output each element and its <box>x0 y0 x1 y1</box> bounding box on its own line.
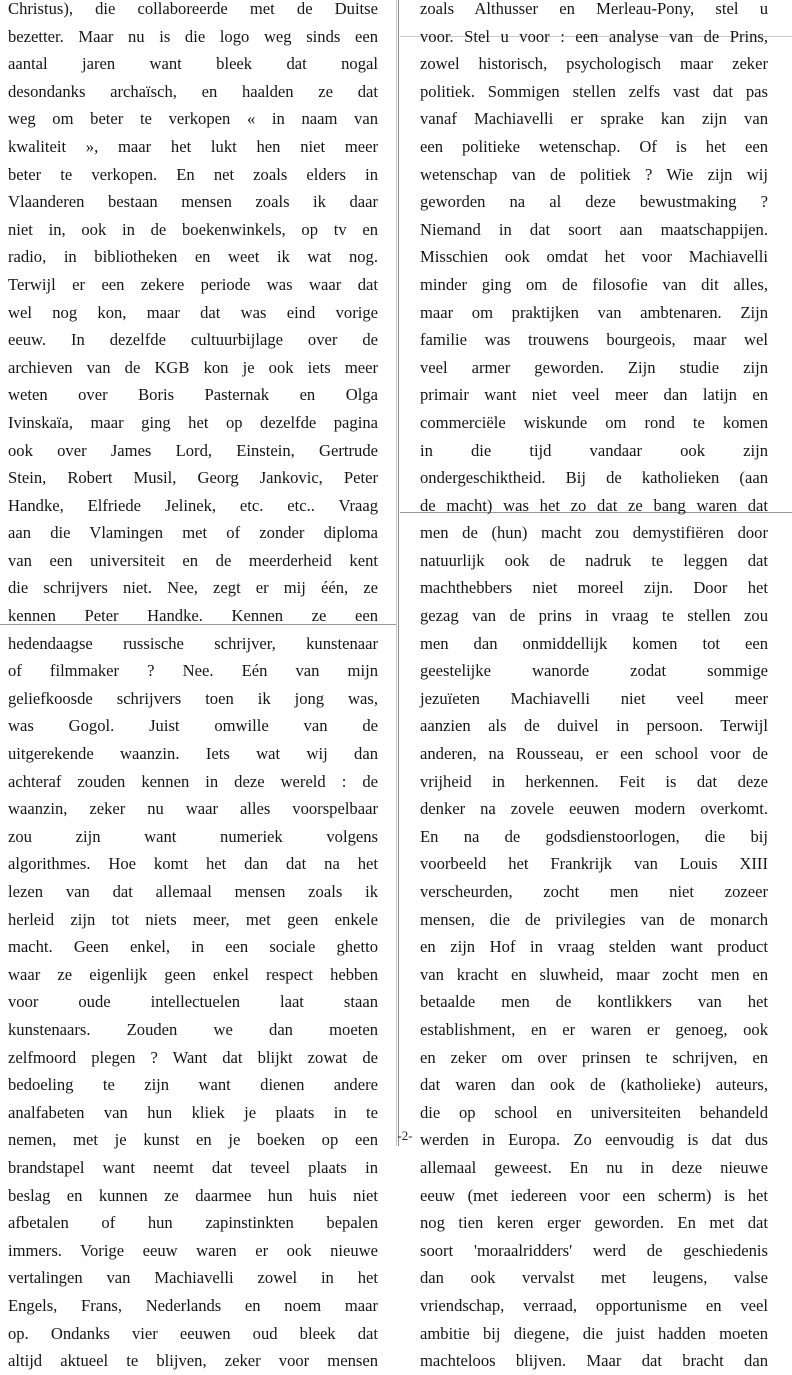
text-line: algorithmes. Hoe komt het dan dat na het <box>8 854 378 874</box>
text-line: kennen Peter Handke. Kennen ze een <box>8 606 378 626</box>
text-line: natuurlijk ook de nadruk te leggen dat <box>420 550 768 570</box>
text-line: bezetter. Maar nu is die logo weg sinds een <box>8 26 378 46</box>
text-line: vriendschap, verraad, opportunisme en veel <box>420 1295 768 1315</box>
text-line: waar ze eigenlijk geen enkel respect hebben <box>8 964 378 984</box>
text-line: macht. Geen enkel, in een sociale ghetto <box>8 937 378 957</box>
text-line: maar om praktijken van ambtenaren. Zijn <box>420 302 768 322</box>
text-line: uitgerekende waanzin. Iets wat wij dan <box>8 744 378 764</box>
text-line: geworden na al deze bewustmaking ? <box>420 192 768 212</box>
text-line: die schrijvers niet. Nee, zegt er mij één, ze <box>8 578 378 598</box>
text-line: Christus), die collaboreerde met de Duitse <box>8 0 378 18</box>
left-text-column <box>8 0 378 1371</box>
text-line: geestelijke wanorde zodat sommige <box>420 661 768 681</box>
text-line: verscheurden, zocht men niet zozeer <box>420 882 768 901</box>
text-line: op. Ondanks vier eeuwen oud bleek dat <box>8 1323 378 1343</box>
text-line: archieven van de KGB kon je ook iets meer <box>8 357 378 377</box>
text-line: immers. Vorige eeuw waren er ook nieuwe <box>8 1240 378 1260</box>
text-line: en zeker om over prinsen te schrijven, en <box>420 1047 768 1067</box>
text-line: Engels, Frans, Nederlands en noem maar <box>8 1295 378 1315</box>
text-line: men dan onmiddellijk komen tot een <box>420 633 768 653</box>
text-line: beter te verkopen. En net zoals elders in <box>8 164 378 184</box>
text-line: En na de godsdienstoorlogen, die bij <box>420 826 768 846</box>
text-line: mensen, die de privilegies van de monarch <box>420 909 768 929</box>
text-line: desondanks archaïsch, en haalden ze dat <box>8 81 378 101</box>
text-line: voorbeeld het Frankrijk van Louis XIII <box>420 854 768 874</box>
page-number: -2- <box>397 1128 413 1143</box>
right-text-column <box>420 0 768 1371</box>
text-line: van een universiteit en de meerderheid kent <box>8 550 378 570</box>
text-line: veel armer geworden. Zijn studie zijn <box>420 357 768 377</box>
text-line: machthebbers niet moreel zijn. Door het <box>420 578 768 598</box>
text-line: betaalde men de kontlikkers van het <box>420 992 768 1012</box>
text-line: Vlaanderen bestaan mensen zoals ik daar <box>8 192 378 212</box>
text-line: waanzin, zeker nu waar alles voorspelbaar <box>8 799 378 819</box>
text-line: herleid zijn tot niets meer, met geen enkele <box>8 909 378 929</box>
text-line: weg om beter te verkopen « in naam van <box>8 109 378 129</box>
text-line: Niemand in dat soort aan maatschappijen. <box>420 219 768 239</box>
text-line: was Gogol. Juist omwille van de <box>8 716 378 736</box>
text-line: niet in, ook in de boekenwinkels, op tv en <box>8 219 378 239</box>
text-line: Misschien ook omdat het voor Machiavelli <box>420 247 768 267</box>
text-line: de macht) was het zo dat ze bang waren dat <box>420 495 768 515</box>
text-line: gezag van de prins in vraag te stellen zou <box>420 606 768 626</box>
text-line: jezuïeten Machiavelli niet veel meer <box>420 688 768 708</box>
text-line: een politieke wetenschap. Of is het een <box>420 136 768 156</box>
text-line: minder ging om de filosofie van dit alles, <box>420 274 768 294</box>
text-line: zoals Althusser en Merleau-Pony, stel u <box>420 0 768 18</box>
text-line: kwaliteit », maar het lukt hen niet meer <box>8 136 378 156</box>
column-divider <box>398 0 399 1146</box>
text-line: aanzien als de duivel in persoon. Terwijl <box>420 716 768 736</box>
text-line: wetenschap van de politiek ? Wie zijn wij <box>420 164 768 184</box>
text-line: voor oude intellectuelen laat staan <box>8 992 378 1012</box>
text-line: machteloos blijven. Maar dat bracht dan <box>420 1351 768 1371</box>
text-line: anderen, na Rousseau, er een school voor de <box>420 744 768 764</box>
text-line: geliefkoosde schrijvers toen ik jong was, <box>8 688 378 708</box>
text-line: beslag en kunnen ze daarmee hun huis niet <box>8 1185 378 1205</box>
text-line: en zijn Hof in vraag stelden want product <box>420 937 768 957</box>
text-line: afbetalen of hun zapinstinkten bepalen <box>8 1213 378 1233</box>
text-line: politiek. Sommigen stellen zelfs vast dat pas <box>420 81 768 101</box>
text-line: zowel historisch, psychologisch maar zeker <box>420 54 768 74</box>
text-line: aan die Vlamingen met of zonder diploma <box>8 523 378 543</box>
text-line: zelfmoord plegen ? Want dat blijkt zowat de <box>8 1047 378 1067</box>
text-line: radio, in bibliotheken en weet ik wat nog. <box>8 247 378 267</box>
text-line: analfabeten van hun kliek je plaats in te <box>8 1102 378 1122</box>
text-line: kunstenaars. Zouden we dan moeten <box>8 1019 378 1039</box>
text-line: die op school en universiteiten behandeld <box>420 1102 768 1122</box>
text-line: soort 'moraalridders' werd de geschiedenis <box>420 1240 768 1260</box>
text-line: vertalingen van Machiavelli zowel in het <box>8 1268 378 1288</box>
text-line: lezen van dat allemaal mensen zoals ik <box>8 882 378 901</box>
text-line: ondergeschiktheid. Bij de katholieken (aan <box>420 468 768 488</box>
text-line: ook over James Lord, Einstein, Gertrude <box>8 440 378 460</box>
text-line: Stein, Robert Musil, Georg Jankovic, Peter <box>8 468 378 488</box>
text-line: aantal jaren want bleek dat nogal <box>8 54 378 74</box>
text-line: Handke, Elfriede Jelinek, etc. etc.. Vraag <box>8 495 378 515</box>
text-line: weten over Boris Pasternak en Olga <box>8 385 378 405</box>
text-line: vrijheid in herkennen. Feit is dat deze <box>420 771 768 791</box>
text-line: altijd aktueel te blijven, zeker voor mensen <box>8 1351 378 1371</box>
text-line: bedoeling te zijn want dienen andere <box>8 1075 378 1095</box>
text-line: eeuw. In dezelfde cultuurbijlage over de <box>8 330 378 350</box>
text-line: establishment, en er waren er genoeg, ook <box>420 1019 768 1039</box>
text-line: dan ook vervalst met leugens, valse <box>420 1268 768 1288</box>
text-line: brandstapel want neemt dat teveel plaats in <box>8 1157 378 1177</box>
text-line: van kracht en sluwheid, maar zocht men en <box>420 964 768 984</box>
text-line: denker na zovele eeuwen modern overkomt. <box>420 799 768 819</box>
text-line: voor. Stel u voor : een analyse van de Prins, <box>420 26 768 46</box>
text-line: nog tien keren erger geworden. En met dat <box>420 1213 768 1233</box>
text-line: zou zijn want numeriek volgens <box>8 826 378 846</box>
text-line: allemaal geweest. En nu in deze nieuwe <box>420 1157 768 1177</box>
text-line: wel nog kon, maar dat was eind vorige <box>8 302 378 322</box>
text-line: in die tijd vandaar ook zijn <box>420 440 768 460</box>
text-line: werden in Europa. Zo eenvoudig is dat dus <box>420 1130 768 1150</box>
text-line: dat waren dan ook de (katholieke) auteurs, <box>420 1075 768 1095</box>
text-line: eeuw (met iedereen voor een scherm) is het <box>420 1185 768 1205</box>
text-line: nemen, met je kunst en je boeken op een <box>8 1130 378 1150</box>
text-line: achteraf zouden kennen in deze wereld : de <box>8 771 378 791</box>
text-line: vanaf Machiavelli er sprake kan zijn van <box>420 109 768 129</box>
text-line: primair want niet veel meer dan latijn en <box>420 385 768 405</box>
text-line: Ivinskaïa, maar ging het op dezelfde pagina <box>8 412 378 432</box>
text-line: familie was trouwens bourgeois, maar wel <box>420 330 768 350</box>
text-line: commerciële wiskunde om rond te komen <box>420 412 768 432</box>
text-line: ambitie bij diegene, die juist hadden moeten <box>420 1323 768 1343</box>
text-line: hedendaagse russische schrijver, kunstenaar <box>8 633 378 653</box>
text-line: men de (hun) macht zou demystifiëren door <box>420 523 768 543</box>
column-divider-shadow <box>396 0 397 1146</box>
text-line: of filmmaker ? Nee. Eén van mijn <box>8 661 378 681</box>
text-line: Terwijl er een zekere periode was waar dat <box>8 274 378 294</box>
